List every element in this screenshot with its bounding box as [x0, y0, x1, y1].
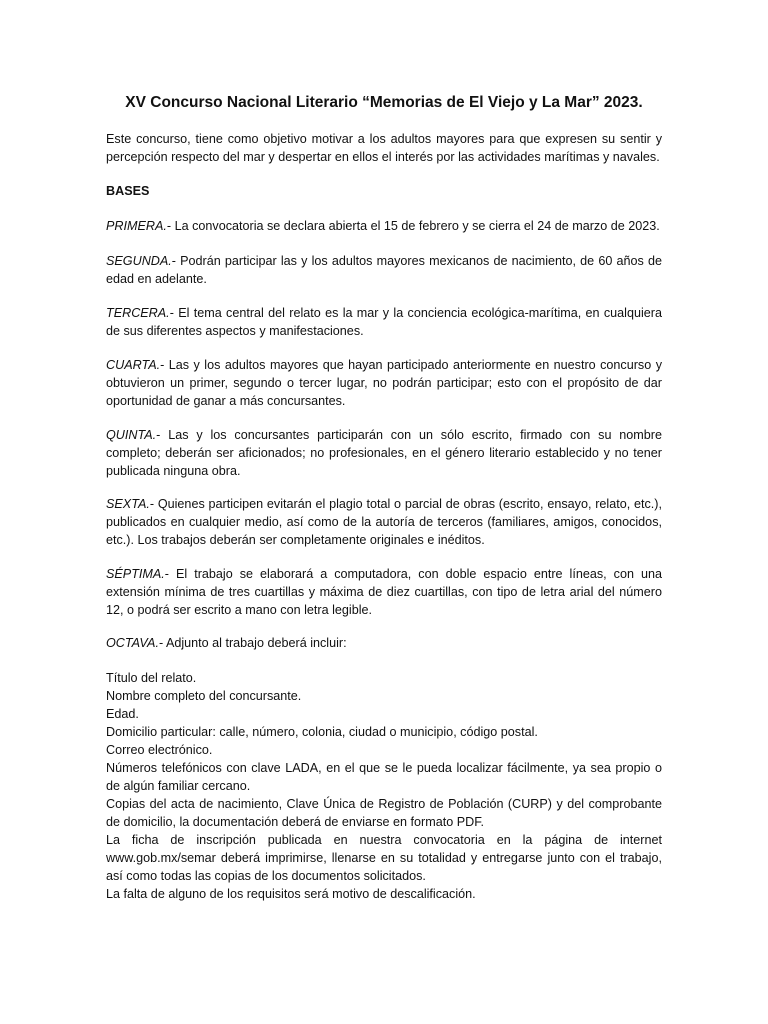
base-text: - La convocatoria se declara abierta el 15 de febrero y se cierra el 24 de marzo de 2023. [166, 219, 660, 233]
base-lead: TERCERA. [106, 306, 170, 320]
base-sexta [106, 495, 662, 549]
base-text: - Las y los adultos mayores que hayan participado anteriormente en nuestro concurso y obtuvieron un primer, segundo o tercer lugar, no podrán participar; esto con el propósito de dar oportunidad de ganar a más concursantes. [106, 358, 662, 408]
bases-heading: BASES [106, 184, 150, 198]
base-lead: OCTAVA. [106, 636, 159, 650]
base-text: - Podrán participar las y los adultos mayores mexicanos de nacimiento, de 60 años de edad en adelante. [106, 254, 662, 286]
base-text: - El trabajo se elaborará a computadora, con doble espacio entre líneas, con una extensión mínima de tres cuartillas y máxima de diez cuartillas, con tipo de letra arial del número 12, o podrá ser escrito a mano con letra legible. [106, 567, 662, 617]
base-cuarta [106, 356, 662, 410]
requirements-list [106, 669, 662, 903]
list-item: Domicilio particular: calle, número, colonia, ciudad o municipio, código postal. [106, 725, 538, 739]
base-text: - El tema central del relato es la mar y la conciencia ecológica-marítima, en cualquiera de sus diferentes aspectos y manifestaciones. [106, 306, 662, 338]
list-item: Nombre completo del concursante. [106, 689, 302, 703]
base-octava [106, 634, 662, 652]
base-text: - Adjunto al trabajo deberá incluir: [158, 636, 347, 650]
list-item: Copias del acta de nacimiento, Clave Única de Registro de Población (CURP) y del comprobante de domicilio, la documentación deberá de enviarse en formato PDF. [106, 797, 662, 829]
list-item: Edad. [106, 707, 139, 721]
base-lead: SEXTA. [106, 497, 150, 511]
base-lead: SEGUNDA. [106, 254, 172, 268]
base-lead: SÉPTIMA. [106, 567, 165, 581]
base-quinta [106, 426, 662, 480]
document-title: XV Concurso Nacional Literario “Memorias de El Viejo y La Mar” 2023. [125, 94, 643, 111]
base-primera [106, 217, 662, 235]
list-item: Correo electrónico. [106, 743, 213, 757]
intro-paragraph: Este concurso, tiene como objetivo motivar a los adultos mayores para que expresen su sentir y percepción respecto del mar y despertar en ellos el interés por las actividades marítimas y navales. [106, 132, 662, 164]
list-item: Números telefónicos con clave LADA, en el que se le pueda localizar fácilmente, ya sea propio o de algún familiar cercano. [106, 761, 662, 793]
base-text: - Quienes participen evitarán el plagio total o parcial de obras (escrito, ensayo, relato, etc.), publicados en cualquier medio, así como de la autoría de terceros (familiares, amigos, conocidos, etc.). Los trabajos deberán ser completamente originales e inéditos. [106, 497, 662, 547]
base-septima [106, 565, 662, 619]
list-item: La ficha de inscripción publicada en nuestra convocatoria en la página de internet www.gob.mx/semar deberá imprimirse, llenarse en su totalidad y entregarse junto con el trabajo, así como todas las copias de los documentos solicitados. [106, 833, 662, 883]
base-lead: PRIMERA. [106, 219, 167, 233]
base-lead: CUARTA. [106, 358, 161, 372]
base-tercera [106, 304, 662, 340]
list-item: La falta de alguno de los requisitos será motivo de descalificación. [106, 887, 476, 901]
base-segunda [106, 252, 662, 288]
base-text: - Las y los concursantes participarán con un sólo escrito, firmado con su nombre completo; deberán ser aficionados; no profesionales, en el género literario establecido y no tener publicada ninguna obra. [106, 428, 662, 478]
base-lead: QUINTA. [106, 428, 157, 442]
list-item: Título del relato. [106, 671, 197, 685]
